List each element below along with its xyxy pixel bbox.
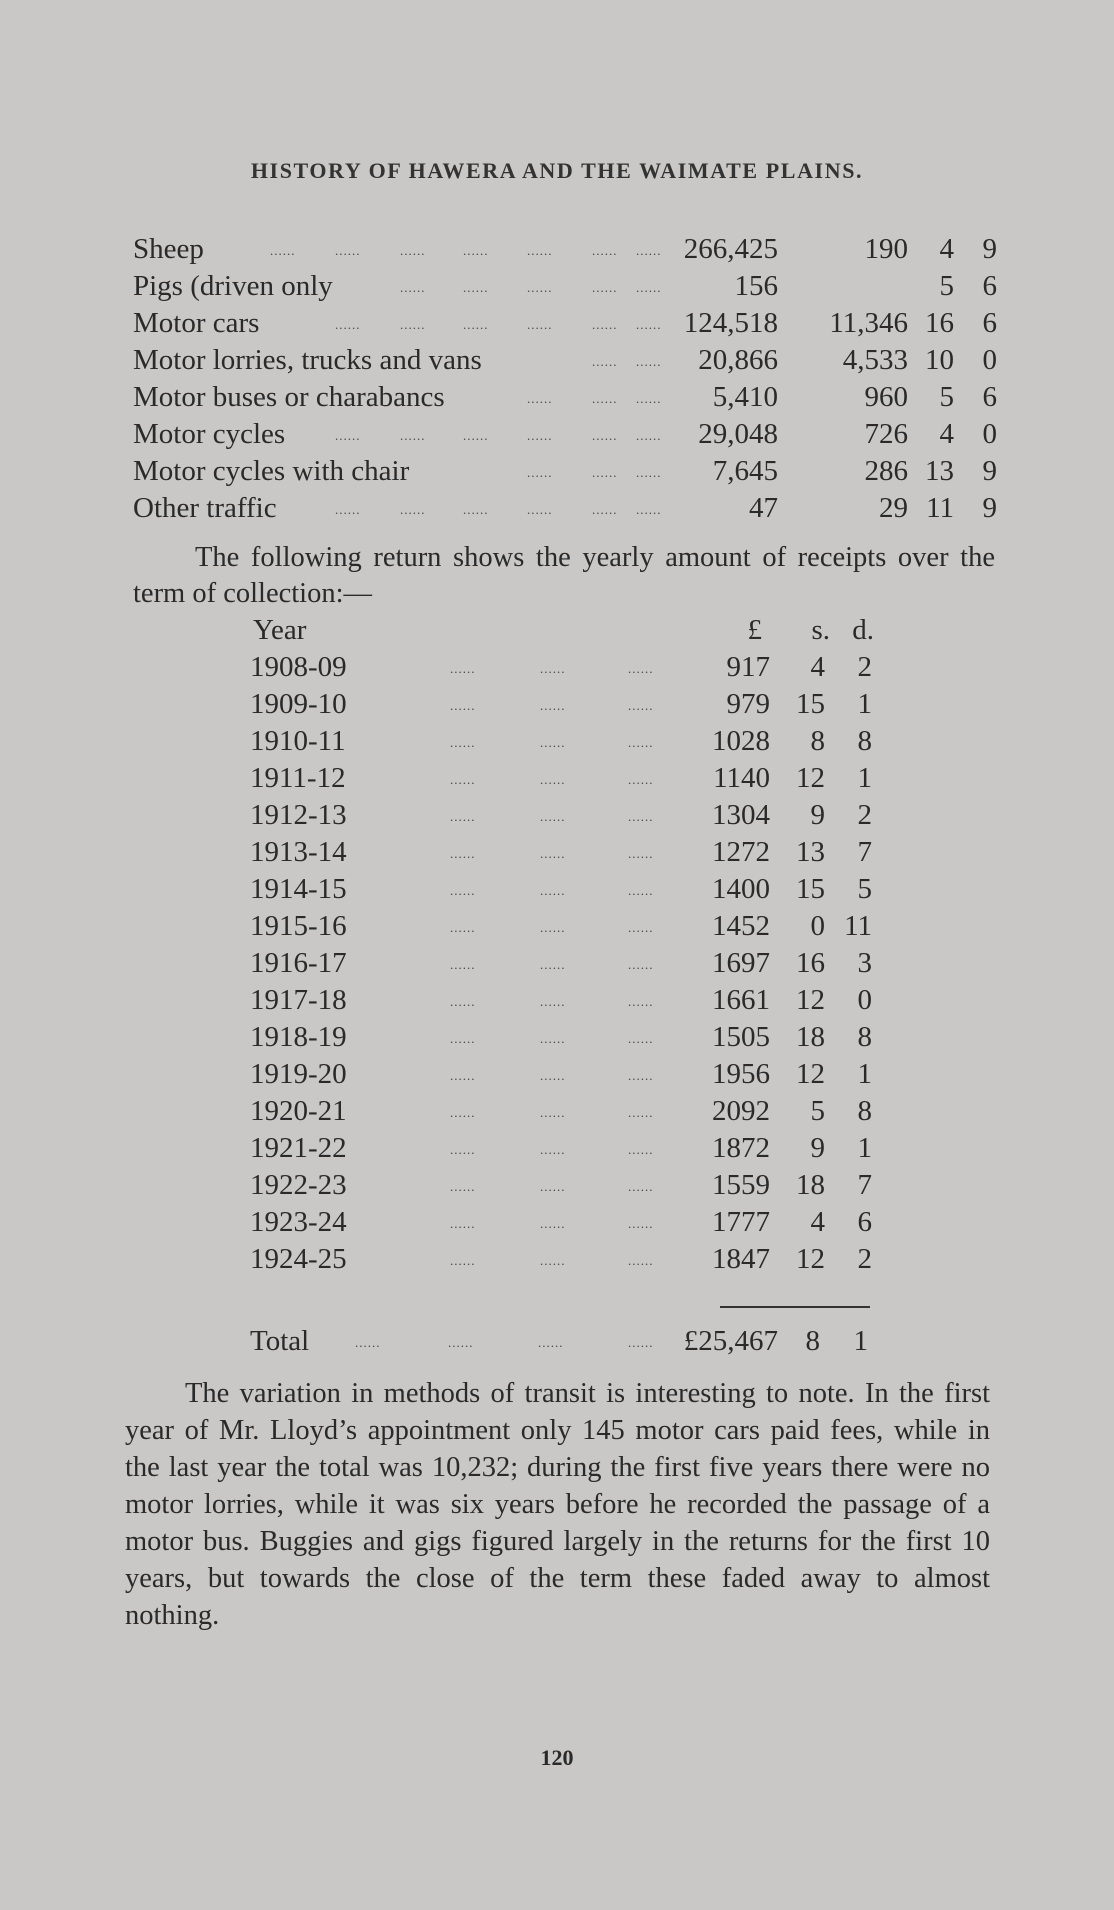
traffic-shillings: 10 [925,344,954,376]
receipts-row [0,873,1114,909]
pounds-column-header: £ [747,614,762,646]
receipt-shillings: 12 [796,762,825,794]
receipt-year: 1909-10 [250,688,347,720]
traffic-shillings: 16 [925,307,954,339]
receipt-pence: 1 [857,1132,872,1164]
leader-dots: ...... [628,957,654,972]
receipt-pence: 1 [857,688,872,720]
leader-dots: ...... [335,502,361,517]
leader-dots: ...... [540,1068,566,1083]
leader-dots: ...... [540,994,566,1009]
receipt-year: 1914-15 [250,873,347,905]
leader-dots: ...... [628,1216,654,1231]
traffic-shillings: 11 [926,492,954,524]
leader-dots: ...... [400,243,426,258]
leader-dots: ...... [540,957,566,972]
leader-dots: ...... [527,465,553,480]
receipts-row [0,799,1114,835]
receipt-pounds: 1847 [712,1243,770,1275]
receipts-row [0,1021,1114,1057]
traffic-row [0,307,1114,343]
receipt-pence: 8 [857,1021,872,1053]
traffic-label: Other traffic [133,492,277,524]
receipts-row [0,836,1114,872]
receipt-year: 1912-13 [250,799,347,831]
receipt-pounds: 1956 [712,1058,770,1090]
leader-dots: ...... [628,1142,654,1157]
receipt-year: 1910-11 [250,725,346,757]
receipt-year: 1923-24 [250,1206,347,1238]
traffic-shillings: 13 [925,455,954,487]
receipt-pounds: 917 [726,651,770,683]
receipts-row [0,1206,1114,1242]
traffic-count: 156 [734,270,778,302]
leader-dots: ...... [450,957,476,972]
receipt-shillings: 12 [796,1243,825,1275]
traffic-count: 20,866 [698,344,778,376]
receipt-shillings: 18 [796,1169,825,1201]
traffic-row [0,344,1114,380]
traffic-row [0,418,1114,454]
receipt-pounds: 1304 [712,799,770,831]
leader-dots: ...... [527,280,553,295]
receipt-shillings: 15 [796,688,825,720]
traffic-pence: 9 [982,455,997,487]
leader-dots: ...... [538,1335,564,1350]
traffic-count: 124,518 [683,307,778,339]
receipt-shillings: 13 [796,836,825,868]
receipt-pence: 7 [857,1169,872,1201]
leader-dots: ...... [628,1179,654,1194]
closing-paragraph: The variation in methods of transit is interesting to note. In the first year of Mr. Lloyd’s appointment only 145 motor cars paid fees, while in the last year the total was 10,232; during the first five years there were no motor lorries, while it was six years before he recorded the passage of a motor bus. Buggies and gigs figured largely in the returns for the first 10 years, but towards the close of the term these faded away to almost nothing. [125,1378,990,1631]
receipt-year: 1924-25 [250,1243,347,1275]
leader-dots: ...... [463,428,489,443]
leader-dots: ...... [628,661,654,676]
leader-dots: ...... [628,1031,654,1046]
receipts-row [0,1243,1114,1279]
receipt-year: 1915-16 [250,910,347,942]
leader-dots: ...... [540,846,566,861]
leader-dots: ...... [540,772,566,787]
traffic-pounds: 11,346 [829,307,908,339]
leader-dots: ...... [400,502,426,517]
leader-dots: ...... [450,1216,476,1231]
traffic-pence: 6 [982,270,997,302]
leader-dots: ...... [527,428,553,443]
leader-dots: ...... [400,428,426,443]
traffic-count: 47 [749,492,778,524]
traffic-pence: 0 [982,344,997,376]
leader-dots: ...... [592,243,618,258]
traffic-pence: 9 [982,492,997,524]
leader-dots: ...... [540,1253,566,1268]
leader-dots: ...... [400,280,426,295]
traffic-shillings: 5 [939,270,954,302]
leader-dots: ...... [450,661,476,676]
receipt-shillings: 15 [796,873,825,905]
leader-dots: ...... [355,1335,381,1350]
leader-dots: ...... [463,243,489,258]
receipt-year: 1921-22 [250,1132,347,1164]
receipt-year: 1919-20 [250,1058,347,1090]
leader-dots: ...... [450,1179,476,1194]
leader-dots: ...... [400,317,426,332]
leader-dots: ...... [270,243,296,258]
leader-dots: ...... [463,317,489,332]
receipt-pounds: 1505 [712,1021,770,1053]
receipts-row [0,651,1114,687]
leader-dots: ...... [527,502,553,517]
receipts-row [0,947,1114,983]
receipt-year: 1922-23 [250,1169,347,1201]
leader-dots: ...... [450,883,476,898]
traffic-row [0,492,1114,528]
leader-dots: ...... [450,1105,476,1120]
total-row [0,1325,1114,1361]
receipt-year: 1918-19 [250,1021,347,1053]
traffic-pounds: 190 [864,233,908,265]
traffic-pounds: 29 [879,492,908,524]
receipt-pence: 1 [857,1058,872,1090]
leader-dots: ...... [636,280,662,295]
traffic-label: Motor lorries, trucks and vans [133,344,482,376]
leader-dots: ...... [628,883,654,898]
receipt-pence: 2 [857,799,872,831]
receipt-year: 1920-21 [250,1095,347,1127]
traffic-shillings: 4 [939,233,954,265]
traffic-pounds: 4,533 [842,344,908,376]
leader-dots: ...... [527,243,553,258]
leader-dots: ...... [540,1031,566,1046]
receipt-shillings: 18 [796,1021,825,1053]
receipt-pence: 5 [857,873,872,905]
leader-dots: ...... [540,735,566,750]
traffic-pounds: 960 [864,381,908,413]
leader-dots: ...... [335,317,361,332]
receipts-row [0,762,1114,798]
receipts-row [0,1132,1114,1168]
receipt-pence: 8 [857,1095,872,1127]
receipt-pence: 7 [857,836,872,868]
leader-dots: ...... [450,1142,476,1157]
receipt-pence: 2 [857,651,872,683]
leader-dots: ...... [592,391,618,406]
traffic-pence: 6 [982,307,997,339]
traffic-shillings: 4 [939,418,954,450]
receipts-header-row [0,614,1114,650]
leader-dots: ...... [527,317,553,332]
leader-dots: ...... [527,391,553,406]
leader-dots: ...... [450,994,476,1009]
receipts-row [0,1058,1114,1094]
leader-dots: ...... [628,698,654,713]
leader-dots: ...... [636,317,662,332]
traffic-count: 29,048 [698,418,778,450]
leader-dots: ...... [540,1216,566,1231]
receipt-pence: 6 [857,1206,872,1238]
traffic-count: 7,645 [712,455,778,487]
total-shillings: 8 [805,1325,820,1357]
receipts-row [0,688,1114,724]
leader-dots: ...... [540,883,566,898]
receipt-shillings: 9 [810,1132,825,1164]
leader-dots: ...... [592,280,618,295]
receipt-shillings: 16 [796,947,825,979]
leader-dots: ...... [628,809,654,824]
receipt-shillings: 0 [810,910,825,942]
leader-dots: ...... [628,1105,654,1120]
leader-dots: ...... [540,809,566,824]
leader-dots: ...... [540,698,566,713]
traffic-count: 5,410 [712,381,778,413]
receipt-pounds: 1777 [712,1206,770,1238]
leader-dots: ...... [540,1105,566,1120]
traffic-pounds: 286 [864,455,908,487]
leader-dots: ...... [636,502,662,517]
receipt-pence: 11 [844,910,872,942]
traffic-pence: 6 [982,381,997,413]
leader-dots: ...... [540,661,566,676]
leader-dots: ...... [636,428,662,443]
receipt-pence: 8 [857,725,872,757]
traffic-label: Motor buses or charabancs [133,381,445,413]
receipt-shillings: 4 [810,1206,825,1238]
receipts-row [0,1095,1114,1131]
receipt-pounds: 1559 [712,1169,770,1201]
leader-dots: ...... [450,846,476,861]
leader-dots: ...... [628,1253,654,1268]
receipt-pounds: 1140 [713,762,770,794]
running-header: HISTORY OF HAWERA AND THE WAIMATE PLAINS. [250,158,864,183]
leader-dots: ...... [628,994,654,1009]
traffic-label: Motor cycles with chair [133,455,410,487]
leader-dots: ...... [628,1335,654,1350]
traffic-row [0,233,1114,269]
receipt-shillings: 4 [810,651,825,683]
receipt-pence: 3 [857,947,872,979]
leader-dots: ...... [628,846,654,861]
leader-dots: ...... [463,280,489,295]
leader-dots: ...... [540,1142,566,1157]
leader-dots: ...... [540,1179,566,1194]
leader-dots: ...... [628,920,654,935]
total-rule [720,1306,870,1308]
traffic-pence: 9 [982,233,997,265]
leader-dots: ...... [592,354,618,369]
leader-dots: ...... [448,1335,474,1350]
receipt-pence: 0 [857,984,872,1016]
receipt-year: 1913-14 [250,836,347,868]
receipt-pounds: 1028 [712,725,770,757]
leader-dots: ...... [628,772,654,787]
receipt-pounds: 1872 [712,1132,770,1164]
leader-dots: ...... [628,735,654,750]
leader-dots: ...... [636,465,662,480]
leader-dots: ...... [592,465,618,480]
receipts-row [0,725,1114,761]
traffic-count: 266,425 [683,233,778,265]
receipt-pounds: 1272 [712,836,770,868]
leader-dots: ...... [450,735,476,750]
shillings-column-header: s. [811,614,830,646]
receipt-shillings: 9 [810,799,825,831]
receipt-pounds: 1697 [712,947,770,979]
receipt-year: 1911-12 [250,762,346,794]
leader-dots: ...... [450,1031,476,1046]
receipts-row [0,1169,1114,1205]
receipt-pounds: 1661 [712,984,770,1016]
receipts-row [0,984,1114,1020]
leader-dots: ...... [628,1068,654,1083]
total-pounds: £25,467 [683,1325,778,1357]
leader-dots: ...... [335,428,361,443]
leader-dots: ...... [450,920,476,935]
receipt-year: 1916-17 [250,947,347,979]
pence-column-header: d. [852,614,874,646]
receipt-pounds: 1400 [712,873,770,905]
leader-dots: ...... [592,502,618,517]
receipts-row [0,910,1114,946]
receipt-year: 1917-18 [250,984,347,1016]
leader-dots: ...... [592,428,618,443]
receipt-shillings: 12 [796,984,825,1016]
receipt-pence: 1 [857,762,872,794]
traffic-label: Sheep [133,233,204,265]
leader-dots: ...... [450,698,476,713]
year-column-header: Year [253,614,307,646]
traffic-label: Motor cycles [133,418,286,450]
receipt-shillings: 8 [810,725,825,757]
leader-dots: ...... [592,317,618,332]
receipt-pounds: 2092 [712,1095,770,1127]
traffic-pounds: 726 [864,418,908,450]
receipt-shillings: 5 [810,1095,825,1127]
traffic-label: Pigs (driven only [133,270,333,302]
traffic-row [0,270,1114,306]
leader-dots: ...... [463,502,489,517]
leader-dots: ...... [636,354,662,369]
leader-dots: ...... [450,772,476,787]
leader-dots: ...... [540,920,566,935]
traffic-row [0,381,1114,417]
traffic-label: Motor cars [133,307,260,339]
receipt-shillings: 12 [796,1058,825,1090]
receipt-year: 1908-09 [250,651,347,683]
total-label: Total [250,1325,310,1357]
traffic-row [0,455,1114,491]
receipt-pounds: 979 [726,688,770,720]
intro-paragraph: The following return shows the yearly amount of receipts over the term of collection:— [133,542,995,609]
leader-dots: ...... [335,243,361,258]
leader-dots: ...... [636,391,662,406]
receipt-pence: 2 [857,1243,872,1275]
total-pence: 1 [853,1325,868,1357]
traffic-shillings: 5 [939,381,954,413]
traffic-pence: 0 [982,418,997,450]
leader-dots: ...... [450,1068,476,1083]
page-number: 120 [540,1745,574,1770]
receipt-pounds: 1452 [712,910,770,942]
leader-dots: ...... [450,1253,476,1268]
leader-dots: ...... [636,243,662,258]
leader-dots: ...... [450,809,476,824]
